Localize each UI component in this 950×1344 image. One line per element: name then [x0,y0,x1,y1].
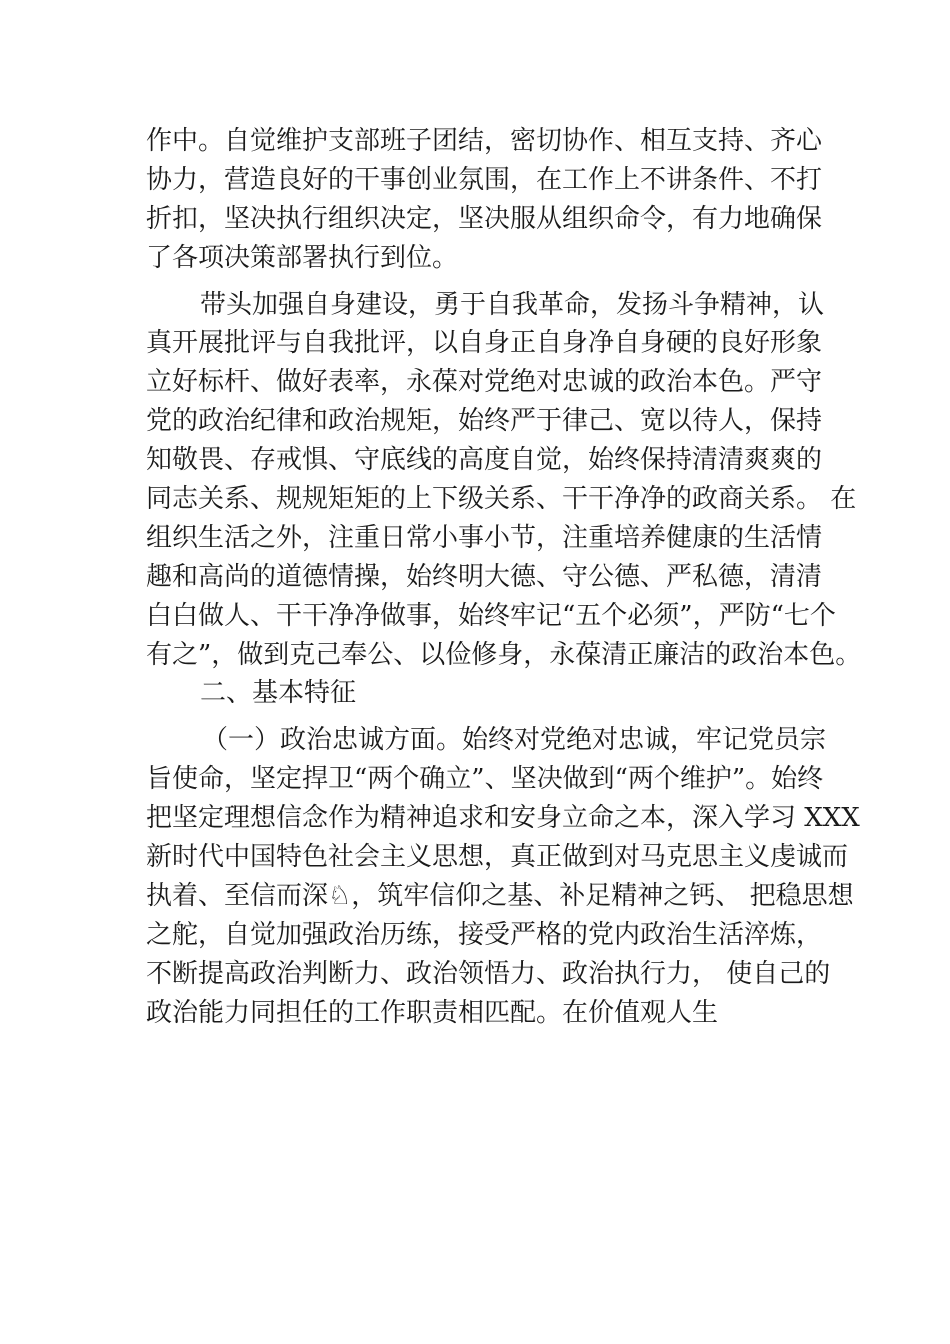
paragraph-self-building [146,286,862,675]
text-line: 协力，营造良好的干事创业氛围，在工作上不讲条件、不打 [146,164,823,195]
document-body [146,122,862,1032]
text-line: 知敬畏、存戒惧、守底线的高度自觉，始终保持清清爽爽的 [146,445,823,476]
text-line: 立好标杆、做好表率，永葆对党绝对忠诚的政治本色。严守 [146,367,823,398]
text-line: 带头加强自身建设，勇于自我革命，发扬斗争精神，认 [200,289,825,320]
text-line: （一）政治忠诚方面。始终对党绝对忠诚，牢记党员宗 [202,725,827,756]
text-line: 把坚定理想信念作为精神追求和安身立命之本，深入学习 XXX [146,803,860,834]
text-line: 执着、至信而深♘，筑牢信仰之基、补足精神之钙、 把稳思想 [146,880,854,911]
text-line: 作中。自觉维护支部班子团结，密切协作、相互支持、齐心 [146,126,823,156]
section-heading: 二、基本特征 [200,678,357,709]
paragraph-gap [146,278,806,286]
text-line: 之舵，自觉加强政治历练，接受严格的党内政治生活淬炼， [146,919,823,950]
text-line: 旨使命，坚定捍卫“两个确立”、坚决做到“两个维护”。始终 [146,764,824,795]
text-line: 了各项决策部署执行到位。 [146,242,459,273]
text-line: 政治能力同担任的工作职责相匹配。在价值观人生 [146,997,719,1028]
text-line: 组织生活之外，注重日常小事小节，注重培养健康的生活情 [146,522,823,553]
text-line: 趣和高尚的道德情操，始终明大德、守公德、严私德，清清 [146,561,823,592]
text-line: 新时代中国特色社会主义思想，真正做到对马克思主义虔诚而 [146,842,849,873]
paragraph-gap [146,713,806,721]
text-line: 不断提高政治判断力、政治领悟力、政治执行力， 使自己的 [146,958,831,989]
text-line: 折扣，坚决执行组织决定，坚决服从组织命令，有力地确保 [146,203,823,234]
text-line: 有之”，做到克己奉公、以俭修身，永葆清正廉洁的政治本色。 [146,639,862,670]
paragraph-political-loyalty [146,721,860,1032]
text-line: 同志关系、规规矩矩的上下级关系、干干净净的政商关系。 在 [146,484,857,515]
text-line: 白白做人、干干净净做事，始终牢记“五个必须”，严防“七个 [146,600,836,631]
paragraph-continuation [146,122,823,278]
text-line: 真开展批评与自我批评，以自身正自身净自身硬的良好形象 [146,328,823,359]
text-line: 党的政治纪律和政治规矩，始终严于律己、宽以待人，保持 [146,406,823,437]
